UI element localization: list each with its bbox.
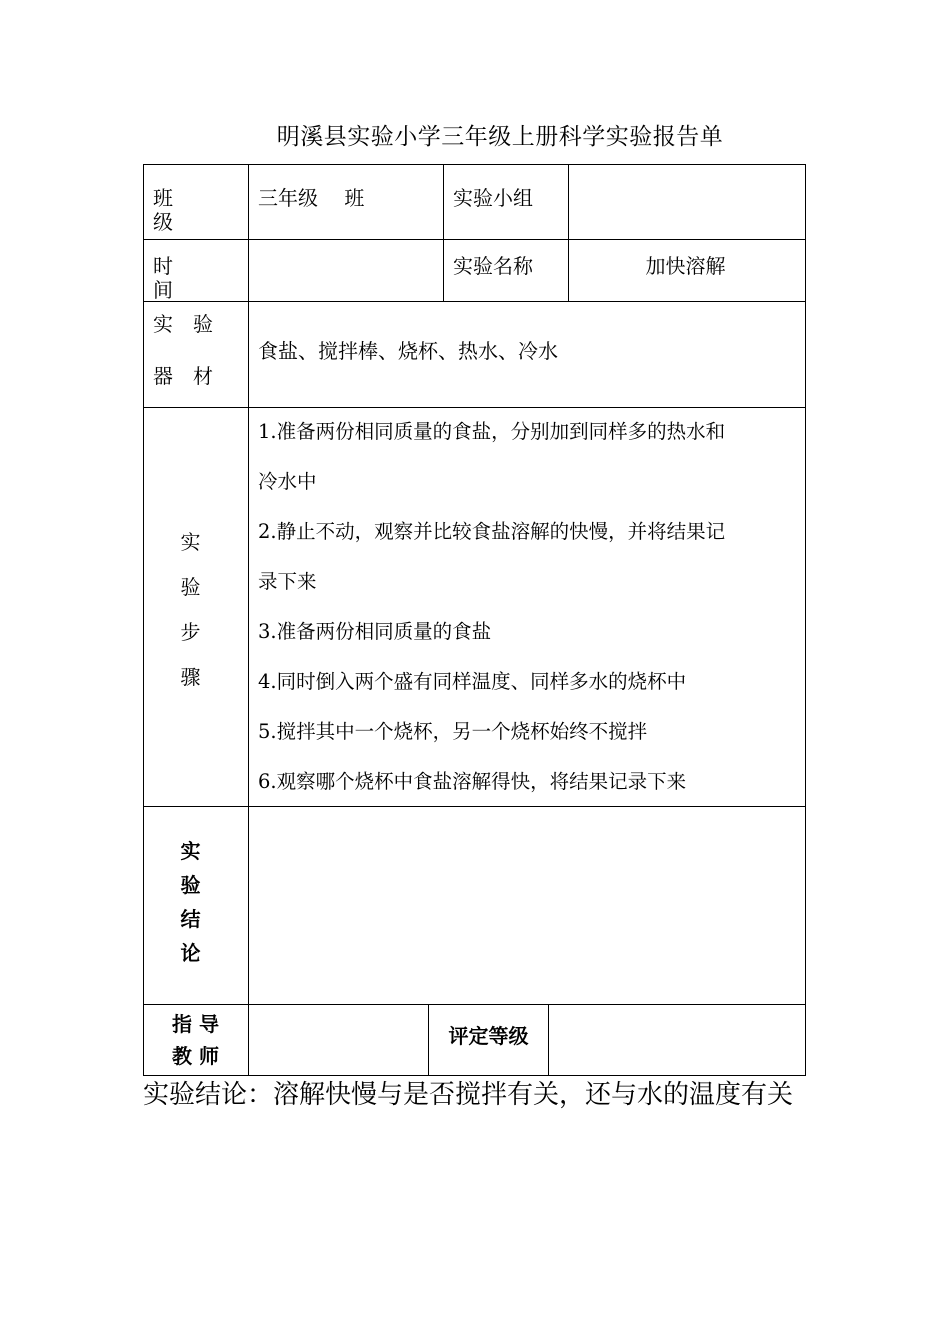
step-line: 1.准备两份相同质量的食盐，分别加到同样多的热水和 [258, 420, 726, 443]
equipment-label-line2: 器 材 [153, 364, 213, 388]
step-line: 冷水中 [258, 470, 317, 493]
equipment-value: 食盐、搅拌棒、烧杯、热水、冷水 [258, 339, 558, 363]
group-label: 实验小组 [453, 186, 533, 210]
class-value: 三年级 班 [258, 186, 365, 210]
teacher-label-line2: 教 师 [172, 1044, 219, 1068]
step-line: 6.观察哪个烧杯中食盐溶解得快，将结果记录下来 [258, 770, 687, 793]
conclusion-label: 实 验 结 论 [180, 839, 201, 965]
experiment-name-label: 实验名称 [453, 254, 533, 278]
step-line: 3.准备两份相同质量的食盐 [258, 620, 492, 643]
step-line: 4.同时倒入两个盛有同样温度、同样多水的烧杯中 [258, 670, 687, 693]
step-line: 5.搅拌其中一个烧杯，另一个烧杯始终不搅拌 [258, 720, 648, 743]
teacher-label-line1: 指 导 [172, 1012, 219, 1036]
experiment-name-value: 加快溶解 [645, 254, 726, 278]
class-label: 班 级 [153, 186, 213, 234]
grade-label: 评定等级 [448, 1024, 529, 1048]
page-title: 明溪县实验小学三年级上册科学实验报告单 [276, 124, 724, 150]
step-line: 2.静止不动，观察并比较食盐溶解的快慢，并将结果记 [258, 520, 726, 543]
step-line: 录下来 [258, 570, 317, 593]
time-label: 时 间 [153, 254, 213, 302]
steps-list [258, 407, 803, 807]
steps-label: 实 验 步 骤 [180, 530, 201, 689]
equipment-label-line1: 实 验 [153, 312, 213, 336]
report-table [143, 164, 806, 1076]
footer-conclusion: 实验结论：溶解快慢与是否搅拌有关，还与水的温度有关 [143, 1080, 794, 1110]
